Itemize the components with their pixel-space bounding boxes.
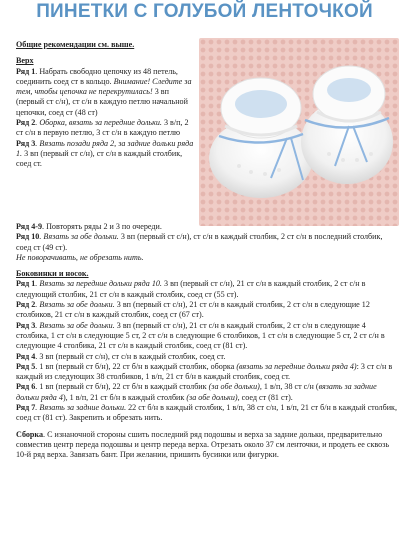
side-row-4: Ряд 4. 3 вп (первый ст с/н), ст с/н в каждый столбик, соед ст.: [16, 351, 226, 361]
side-row-2: Ряд 2. Вязать за обе дольки. 3 вп (первый ст с/н), 21 ст с/н в каждый столбик, 2 ст с/н в следующие 12 столбиков, 21 ст с/н в каждый столбик, соед ст (67 ст).: [16, 300, 370, 320]
main-instructions: [16, 222, 398, 461]
side-row-7: Ряд 7. Вязать за задние дольки. 22 ст б/н в каждый столбик, 1 в/п, 38 ст с/н, 1 в/п, 21 ст б/н в каждый столбик, соед ст (81 ст). Закрепить и обрезать нить.: [16, 403, 397, 423]
baby-booties-photo: [199, 38, 399, 226]
row-3-instruction: Ряд 3. Вязать позади ряда 2, за задние дольки ряда 1. 3 вп (первый ст с/н), ст с/н в каждый столбик, соед ст.: [16, 138, 194, 169]
general-recommendation: Общие рекомендации см. выше.: [16, 40, 135, 49]
top-section: [16, 40, 196, 170]
side-row-1: Ряд 1. Вязать за передние дольки ряда 10. 3 вп (первый ст с/н), 21 ст с/н в каждый столбик, 2 ст с/н в следующий столбик, 21 ст с/н в каждый столбик, соед ст (55 ст).: [16, 279, 366, 299]
rows-4-9-instruction: Ряд 4-9. Повторять ряды 2 и 3 по очереди.: [16, 222, 162, 231]
side-row-3: Ряд 3. Вязать за обе дольки. 3 вп (первый ст с/н), 21 ст с/н в каждый столбик, 2 ст с/н в следующие 4 столбика, 1 ст с/н в следующие 5 ст, 2 ст с/н в следующие 6 столбиков, 1 ст с/н в следующие 5 ст, 2 ст с/н в следующие 4 столбика, 21 ст с/н в каждый столбик, соед ст (81 ст).: [16, 320, 385, 351]
booties-illustration: [199, 38, 399, 226]
row-10-note: Не поворачивать, не обрезать нить.: [16, 252, 144, 262]
row-1-instruction: Ряд 1. Набрать свободно цепочку из 48 петель, соединить соед ст в кольцо. Внимание! Следите за тем, чтобы цепочка не перекрутилась! 3 вп (первый ст с/н), ст с/н в каждую петлю начальной цепочки, соед ст (48 ст): [16, 66, 192, 117]
top-heading: Верх: [16, 56, 34, 66]
assembly-instruction: Сборка. С изнаночной стороны сшить последний ряд подошвы и верха за задние дольки, предварительно совместив центр переда подошвы и центр переда верха. Отрезать около 37 см ленточки, и продеть ее сквозь 10-й ряд верха. Завязать бант. При желании, пришить бусинки или фигурки.: [16, 429, 390, 460]
row-2-instruction: Ряд 2. Оборка, вязать за передние дольки. 3 в/п, 2 ст с/н в первую петлю, 3 ст с/н в каждую петлю: [16, 118, 189, 138]
row-10-instruction: Ряд 10. Вязать за обе дольки. 3 вп (первый ст с/н), ст с/н в каждый столбик, 2 ст с/н в последний столбик, соед ст (49 ст).: [16, 232, 383, 252]
side-row-5: Ряд 5. 1 вп (первый ст б/н), 22 ст б/н в каждый столбик, оборка (вязать за передние дольки ряда 4): 3 ст с/н в каждый из следующих 38 столбиков, 1 в/п, 21 ст б/н в каждый столбик, соед ст.: [16, 361, 393, 382]
page-title: ПИНЕТКИ С ГОЛУБОЙ ЛЕНТОЧКОЙ: [36, 1, 373, 22]
sides-heading: Боковинки и носок.: [16, 269, 89, 279]
side-row-6: Ряд 6. 1 вп (первый ст б/н), 22 ст б/н в каждый столбик (за обе дольки), 1 в/п, 38 ст с/н (вязать за задние дольки ряда 4), 1 в/п, 21 ст б/н в каждый столбик (за обе дольки), соед ст (81 ст).: [16, 382, 377, 402]
